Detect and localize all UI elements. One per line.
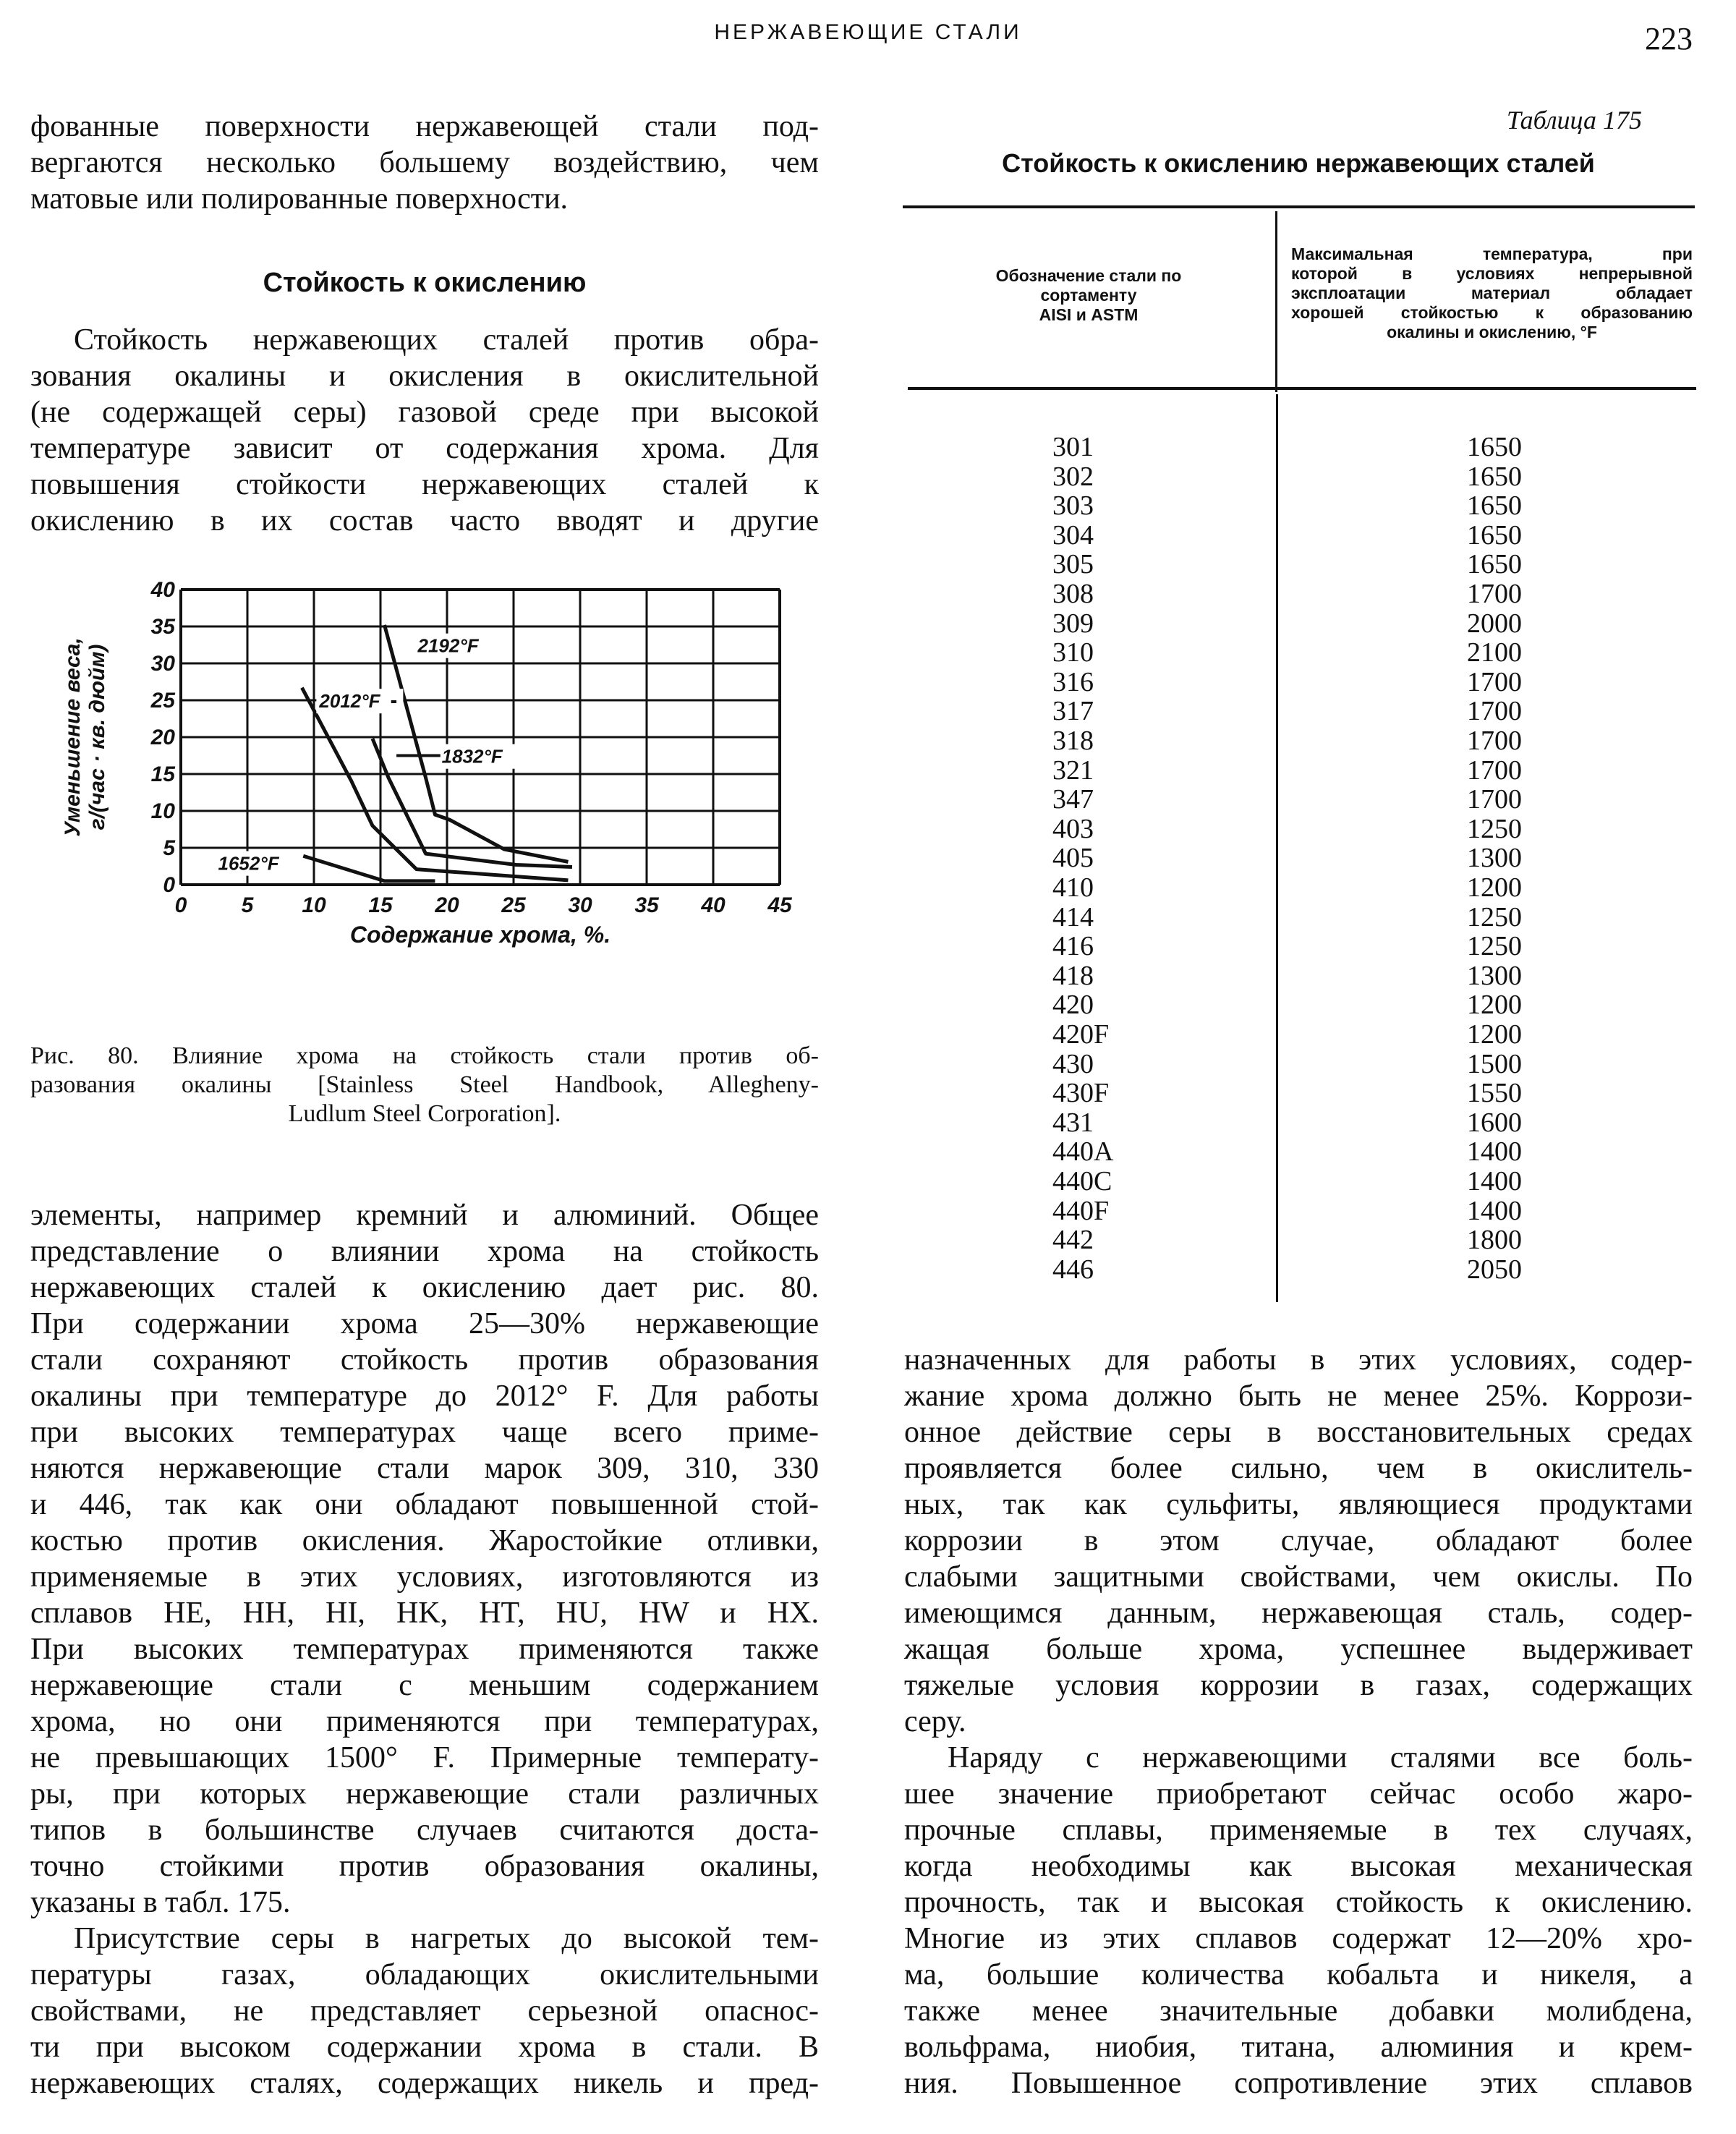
- text-line: фованные поверхности нержавеющей стали под-: [30, 110, 819, 143]
- figure-caption: [30, 1042, 819, 1128]
- text-line: не превышающих 1500° F. Примерные температу-: [30, 1741, 819, 1774]
- y-tick-label: 15: [150, 762, 175, 786]
- table-cell-temperature: 2050: [1467, 1254, 1522, 1285]
- text-line: Многие из этих сплавов содержат 12—20% хро-: [904, 1922, 1693, 1955]
- table-cell-steel: 347: [1052, 784, 1094, 815]
- table-cell-temperature: 1700: [1467, 579, 1522, 609]
- table-cell-steel: 420: [1052, 990, 1094, 1021]
- table-top-rule: [903, 205, 1695, 208]
- text-line: температуре зависит от содержания хрома. Для: [30, 432, 819, 465]
- y-tick-label: 40: [150, 578, 175, 602]
- text-line: назначенных для работы в этих условиях, содер-: [904, 1343, 1693, 1377]
- text-line: окалины при температуре до 2012° F. Для работы: [30, 1380, 819, 1413]
- text-line: Присутствие серы в нагретых до высокой тем-: [74, 1922, 819, 1955]
- text-line: Наряду с нержавеющими сталями все боль-: [948, 1741, 1693, 1774]
- text-line: костью против окисления. Жаростойкие отливки,: [30, 1524, 819, 1557]
- text-line: разования окалины [Stainless Steel Handbook, Allegheny-: [30, 1071, 819, 1098]
- table-cell-temperature: 1650: [1467, 432, 1522, 462]
- table-cell-temperature: 1700: [1467, 666, 1522, 697]
- text-line: проявляется более сильно, чем в окислитель-: [904, 1452, 1693, 1485]
- table-cell-steel: 301: [1052, 432, 1094, 462]
- y-tick-label: 0: [163, 873, 175, 897]
- text-line: Стойкость нержавеющих сталей против обра-: [74, 323, 819, 357]
- table-cell-steel: 310: [1052, 637, 1094, 668]
- text-line: стали сохраняют стойкость против образования: [30, 1343, 819, 1377]
- text-line: матовые или полированные поверхности.: [30, 182, 569, 216]
- table-cell-temperature: 1200: [1467, 990, 1522, 1021]
- table-cell-temperature: 1600: [1467, 1107, 1522, 1138]
- table-cell-temperature: 1250: [1467, 901, 1522, 932]
- x-axis-title: Содержание хрома, %.: [349, 922, 611, 948]
- table-cell-steel: 440C: [1052, 1166, 1112, 1196]
- text-line: онное действие серы в восстановительных средах: [904, 1416, 1693, 1449]
- table-cell-steel: 318: [1052, 726, 1094, 756]
- x-tick-label: 40: [701, 893, 726, 917]
- table-cell-steel: 446: [1052, 1254, 1094, 1285]
- text-line: типов в большинстве случаев считаются доста-: [30, 1814, 819, 1847]
- text-line: жание хрома должно быть не менее 25%. Коррози-: [904, 1380, 1693, 1413]
- series-label: 1652°F: [218, 852, 279, 875]
- x-tick-label: 35: [634, 893, 659, 917]
- table-header-line: Максимальная температура, при: [1291, 245, 1693, 263]
- table-cell-temperature: 1700: [1467, 754, 1522, 786]
- text-line: вергаются несколько большему воздействию, чем: [30, 146, 819, 179]
- table-cell-temperature: 1200: [1467, 1019, 1522, 1050]
- x-tick-label: 30: [568, 893, 592, 917]
- text-line: ти при высоком содержании хрома в стали. В: [30, 2031, 819, 2064]
- text-line: представление о влиянии хрома на стойкость: [30, 1235, 819, 1268]
- text-line: точно стойкими против образования окалины,: [30, 1850, 819, 1883]
- table-cell-steel: 430: [1052, 1048, 1094, 1079]
- text-line: прочность, так и высокая стойкость к окислению.: [904, 1886, 1693, 1919]
- text-line: жащая больше хрома, успешнее выдерживает: [904, 1633, 1693, 1666]
- table-cell-temperature: 1300: [1467, 843, 1522, 874]
- text-line: (не содержащей серы) газовой среде при высокой: [30, 396, 819, 429]
- page-number: 223: [1645, 21, 1693, 56]
- table-cell-temperature: 1700: [1467, 696, 1522, 727]
- table-cell-temperature: 1700: [1467, 784, 1522, 815]
- table-header-line: хорошей стойкостью к образованию: [1291, 303, 1693, 322]
- table-header-line: Обозначение стали по: [995, 266, 1182, 285]
- table-header-line: эксплоатации материал обладает: [1291, 284, 1693, 302]
- table-cell-steel: 430F: [1052, 1078, 1110, 1109]
- y-tick-label: 5: [163, 836, 175, 860]
- text-line: повышения стойкости нержавеющих сталей к: [30, 468, 819, 501]
- table-cell-steel: 316: [1052, 666, 1094, 697]
- table-header-temperature: [1291, 245, 1693, 342]
- table-cell-temperature: 1250: [1467, 931, 1522, 962]
- table-cell-steel: 403: [1052, 813, 1094, 844]
- text-line: коррозии в этом случае, обладают более: [904, 1524, 1693, 1557]
- text-line: применяемые в этих условиях, изготовляются из: [30, 1560, 819, 1594]
- y-tick-label: 10: [150, 799, 175, 823]
- table-cell-steel: 410: [1052, 872, 1094, 903]
- table-cell-steel: 308: [1052, 579, 1094, 609]
- text-line: хрома, но они применяются при температурах,: [30, 1705, 819, 1738]
- y-tick-label: 35: [150, 615, 175, 639]
- x-tick-label: 5: [241, 893, 254, 917]
- table-cell-steel: 309: [1052, 608, 1094, 639]
- table-cell-temperature: 1500: [1467, 1048, 1522, 1079]
- table-cell-steel: 431: [1052, 1107, 1094, 1138]
- table-cell-temperature: 1700: [1467, 726, 1522, 756]
- text-line: сплавов HE, HH, HI, HK, HT, HU, HW и HX.: [30, 1597, 819, 1630]
- table-cell-temperature: 1250: [1467, 813, 1522, 844]
- text-line: ных, так как сульфиты, являющиеся продуктами: [904, 1488, 1693, 1521]
- table-cell-steel: 304: [1052, 519, 1094, 550]
- section-heading: Стойкость к окислению: [263, 268, 587, 298]
- text-line: зования окалины и окисления в окислительной: [30, 360, 819, 393]
- table-cell-temperature: 1300: [1467, 960, 1522, 991]
- text-line: также менее значительные добавки молибдена,: [904, 1994, 1693, 2028]
- x-tick-label: 10: [302, 893, 326, 917]
- text-line: слабыми защитными свойствами, чем окислы. По: [904, 1560, 1693, 1594]
- table-cell-temperature: 1800: [1467, 1225, 1522, 1256]
- table-cell-steel: 420F: [1052, 1019, 1110, 1050]
- table-cell-steel: 321: [1052, 754, 1094, 786]
- table-cell-temperature: 1400: [1467, 1166, 1522, 1196]
- table-cell-temperature: 1650: [1467, 490, 1522, 522]
- text-line: свойствами, не представляет серьезной опаснос-: [30, 1994, 819, 2028]
- y-tick-label: 20: [150, 726, 175, 749]
- text-line: прочные сплавы, применяемые в тех случаях,: [904, 1814, 1693, 1847]
- table-column-divider: [1276, 394, 1278, 1302]
- table-header-steel: [911, 266, 1266, 325]
- text-line: указаны в табл. 175.: [30, 1886, 291, 1919]
- text-line: при высоких температурах чаще всего приме-: [30, 1416, 819, 1449]
- paragraph-1: [30, 322, 819, 539]
- x-tick-label: 25: [501, 893, 526, 917]
- table-cell-steel: 440A: [1052, 1136, 1114, 1168]
- text-line: когда необходимы как высокая механическая: [904, 1850, 1693, 1883]
- table-header-line: AISI и ASTM: [1039, 305, 1139, 324]
- table-cell-steel: 440F: [1052, 1195, 1110, 1226]
- table-cell-temperature: 1400: [1467, 1195, 1522, 1226]
- text-line: нержавеющие стали с меньшим содержанием: [30, 1669, 819, 1702]
- text-line: ния. Повышенное сопротивление этих сплавов: [904, 2067, 1693, 2100]
- text-line: вольфрама, ниобия, титана, алюминия и крем-: [904, 2031, 1693, 2064]
- x-tick-label: 20: [435, 893, 459, 917]
- x-tick-label: 0: [174, 893, 187, 917]
- table-header-divider: [1275, 211, 1277, 392]
- x-tick-label: 15: [368, 893, 393, 917]
- series-label: 1832°F: [441, 745, 503, 768]
- right-paragraph-2: [904, 1740, 1693, 2101]
- series-label: 2012°F: [319, 690, 380, 713]
- table-cell-steel: 442: [1052, 1225, 1094, 1256]
- series-label: 2192°F: [417, 634, 479, 657]
- table-header-line: окалины и окислению, °F: [1387, 323, 1597, 341]
- text-line: нержавеющих сталей к окислению дает рис. 80.: [30, 1271, 819, 1304]
- y-axis-title-line-1: Уменьшение веса,: [61, 637, 85, 837]
- table-cell-steel: 416: [1052, 931, 1094, 962]
- y-tick-label: 25: [150, 689, 175, 713]
- table-header-rule: [908, 387, 1696, 390]
- table-cell-steel: 305: [1052, 549, 1094, 580]
- running-title: НЕРЖАВЕЮЩИЕ СТАЛИ: [714, 20, 1022, 44]
- y-tick-label: 30: [150, 652, 175, 676]
- table-cell-steel: 414: [1052, 901, 1094, 932]
- y-axis-title-line-2: г/(час · кв. дюйм): [85, 644, 109, 830]
- text-line: При высоких температурах применяются также: [30, 1633, 819, 1666]
- text-line: Рис. 80. Влияние хрома на стойкость стали против об-: [30, 1042, 819, 1069]
- text-line: ма, большие количества кобальта и никеля, а: [904, 1958, 1693, 1991]
- table-number: Таблица 175: [1506, 106, 1642, 135]
- text-line: няются нержавеющие стали марок 309, 310, 330: [30, 1452, 819, 1485]
- table-cell-temperature: 1650: [1467, 549, 1522, 580]
- table-cell-temperature: 2000: [1467, 608, 1522, 639]
- series-line-2012f: [302, 688, 568, 880]
- text-line: элементы, например кремний и алюминий. Общее: [30, 1199, 819, 1232]
- text-line: тяжелые условия коррозии в газах, содержащих: [904, 1669, 1693, 1702]
- text-line: нержавеющих сталях, содержащих никель и пред-: [30, 2067, 819, 2100]
- table-cell-temperature: 1650: [1467, 519, 1522, 550]
- right-paragraph-1: [904, 1342, 1693, 1740]
- text-line: ры, при которых нержавеющие стали различных: [30, 1777, 819, 1811]
- text-line: окислению в их состав часто вводят и другие: [30, 504, 819, 537]
- table-cell-temperature: 1400: [1467, 1136, 1522, 1168]
- text-line: Ludlum Steel Corporation].: [288, 1100, 561, 1127]
- table-header-line: сортаменту: [1040, 286, 1137, 305]
- table-cell-steel: 418: [1052, 960, 1094, 991]
- y-axis-title: [61, 637, 109, 836]
- text-line: имеющимся данным, нержавеющая сталь, содер-: [904, 1597, 1693, 1630]
- table-cell-temperature: 1550: [1467, 1078, 1522, 1109]
- table-title: Стойкость к окислению нержавеющих сталей: [1002, 148, 1595, 178]
- table-cell-steel: 302: [1052, 461, 1094, 492]
- chart-svg: [58, 571, 796, 1034]
- table-cell-steel: 303: [1052, 490, 1094, 522]
- table-cell-steel: 405: [1052, 843, 1094, 874]
- table-cell-steel: 317: [1052, 696, 1094, 727]
- x-tick-label: 45: [767, 893, 792, 917]
- paragraph-2: [30, 1197, 819, 1921]
- table-header-line: которой в условиях непрерывной: [1291, 264, 1693, 283]
- text-line: При содержании хрома 25—30% нержавеющие: [30, 1307, 819, 1340]
- table-cell-temperature: 2100: [1467, 637, 1522, 668]
- table-cell-temperature: 1200: [1467, 872, 1522, 903]
- text-line: шее значение приобретают сейчас особо жаро-: [904, 1777, 1693, 1811]
- intro-text: [30, 109, 819, 217]
- text-line: серу.: [904, 1705, 966, 1738]
- text-line: пературы газах, обладающих окислительными: [30, 1958, 819, 1991]
- text-line: и 446, так как они обладают повышенной стой-: [30, 1488, 819, 1521]
- chart: [58, 571, 796, 1034]
- table-cell-temperature: 1650: [1467, 461, 1522, 492]
- paragraph-3: [30, 1921, 819, 2101]
